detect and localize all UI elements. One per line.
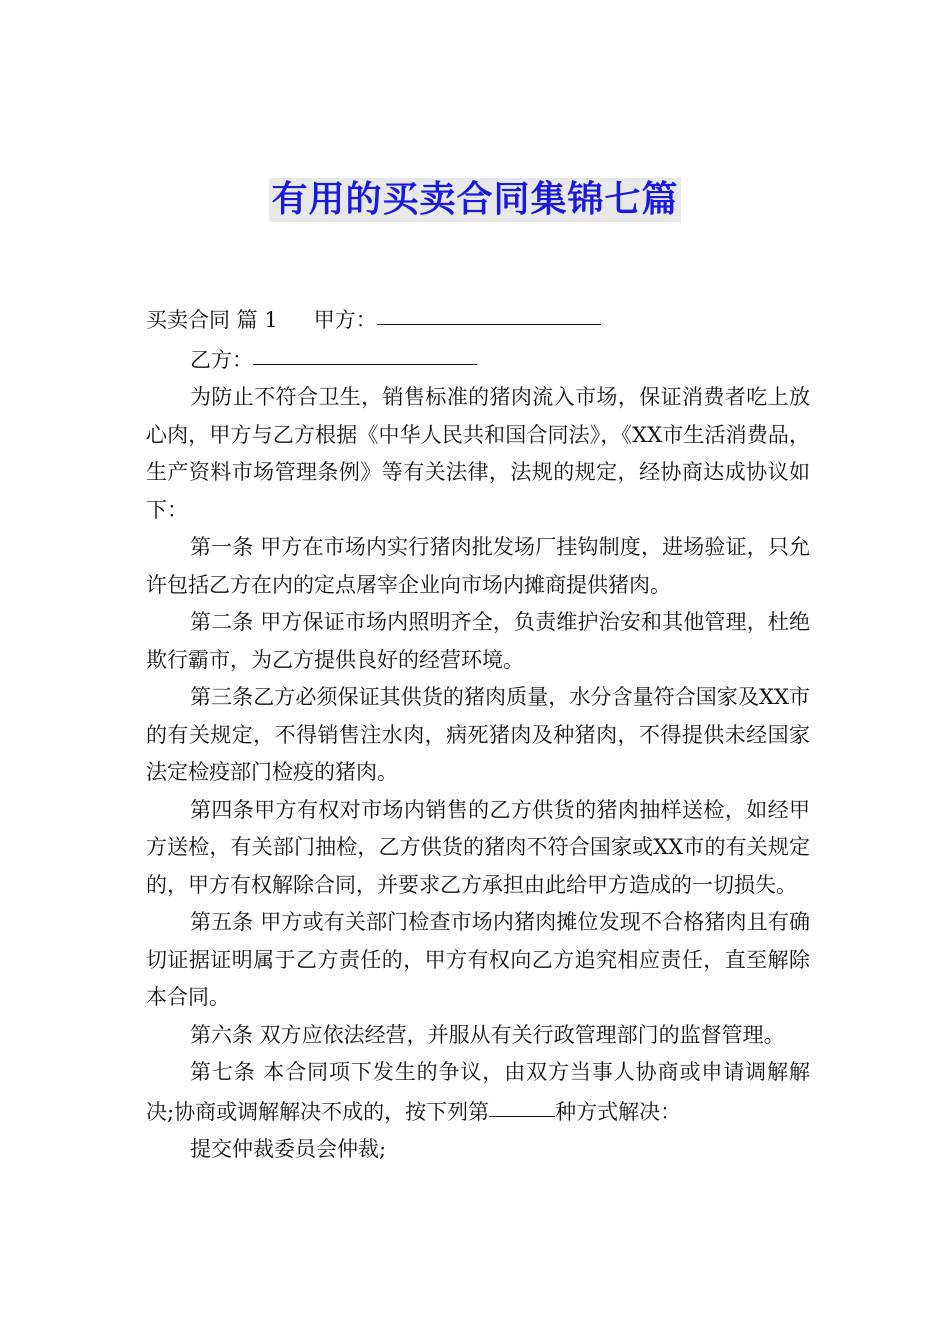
title-container bbox=[0, 178, 950, 222]
paragraph-preamble: 为防止不符合卫生，销售标准的猪肉流入市场，保证消费者吃上放心肉，甲方与乙方根据《中华人民共和国合同法》，《XX市生活消费品，生产资料市场管理条例》等有关法律，法规的规定，经协商达成协议如下： bbox=[146, 385, 810, 522]
document-body bbox=[146, 300, 810, 1169]
party-b-label: 乙方： bbox=[190, 347, 253, 372]
article-7-text-before: 第七条 本合同项下发生的争议，由双方当事人协商或申请调解解决;协商或调解解决不成的，按下列第 bbox=[146, 1060, 810, 1124]
paragraph-article-1: 第一条 甲方在市场内实行猪肉批发场厂挂钩制度，进场验证，只允许包括乙方在内的定点屠宰企业向市场内摊商提供猪肉。 bbox=[146, 535, 810, 597]
method-number-blank bbox=[489, 1090, 555, 1117]
paragraph-article-6: 第六条 双方应依法经营，并服从有关行政管理部门的监督管理。 bbox=[190, 1022, 785, 1047]
paragraph-article-5: 第五条 甲方或有关部门检查市场内猪肉摊位发现不合格猪肉且有确切证据证明属于乙方责任的，甲方有权向乙方追究相应责任，直至解除本合同。 bbox=[146, 910, 810, 1009]
contract-label: 买卖合同 篇 1 bbox=[146, 308, 278, 332]
party-b-blank bbox=[253, 338, 477, 365]
party-b-line bbox=[146, 340, 810, 380]
party-a-blank bbox=[377, 298, 601, 325]
paragraph-article-7 bbox=[146, 1054, 810, 1131]
paragraph-article-4: 第四条甲方有权对市场内销售的乙方供货的猪肉抽样送检，如经甲方送检，有关部门抽检，乙方供货的猪肉不符合国家或XX市的有关规定的，甲方有权解除合同，并要求乙方承担由此给甲方造成的一切损失。 bbox=[146, 797, 810, 897]
paragraph-article-2: 第二条 甲方保证市场内照明齐全，负责维护治安和其他管理，杜绝欺行霸市，为乙方提供良好的经营环境。 bbox=[146, 610, 810, 672]
paragraph-article-3: 第三条乙方必须保证其供货的猪肉质量，水分含量符合国家及XX市的有关规定，不得销售注水肉，病死猪肉及种猪肉，不得提供未经国家法定检疫部门检疫的猪肉。 bbox=[146, 685, 810, 784]
document-title: 有用的买卖合同集锦七篇 bbox=[271, 179, 679, 220]
contract-header-line bbox=[146, 300, 810, 340]
paragraph-arbitration-option: 提交仲裁委员会仲裁; bbox=[190, 1137, 387, 1161]
party-a-label: 甲方： bbox=[313, 308, 377, 332]
article-7-text-after: 种方式解决： bbox=[555, 1099, 682, 1124]
